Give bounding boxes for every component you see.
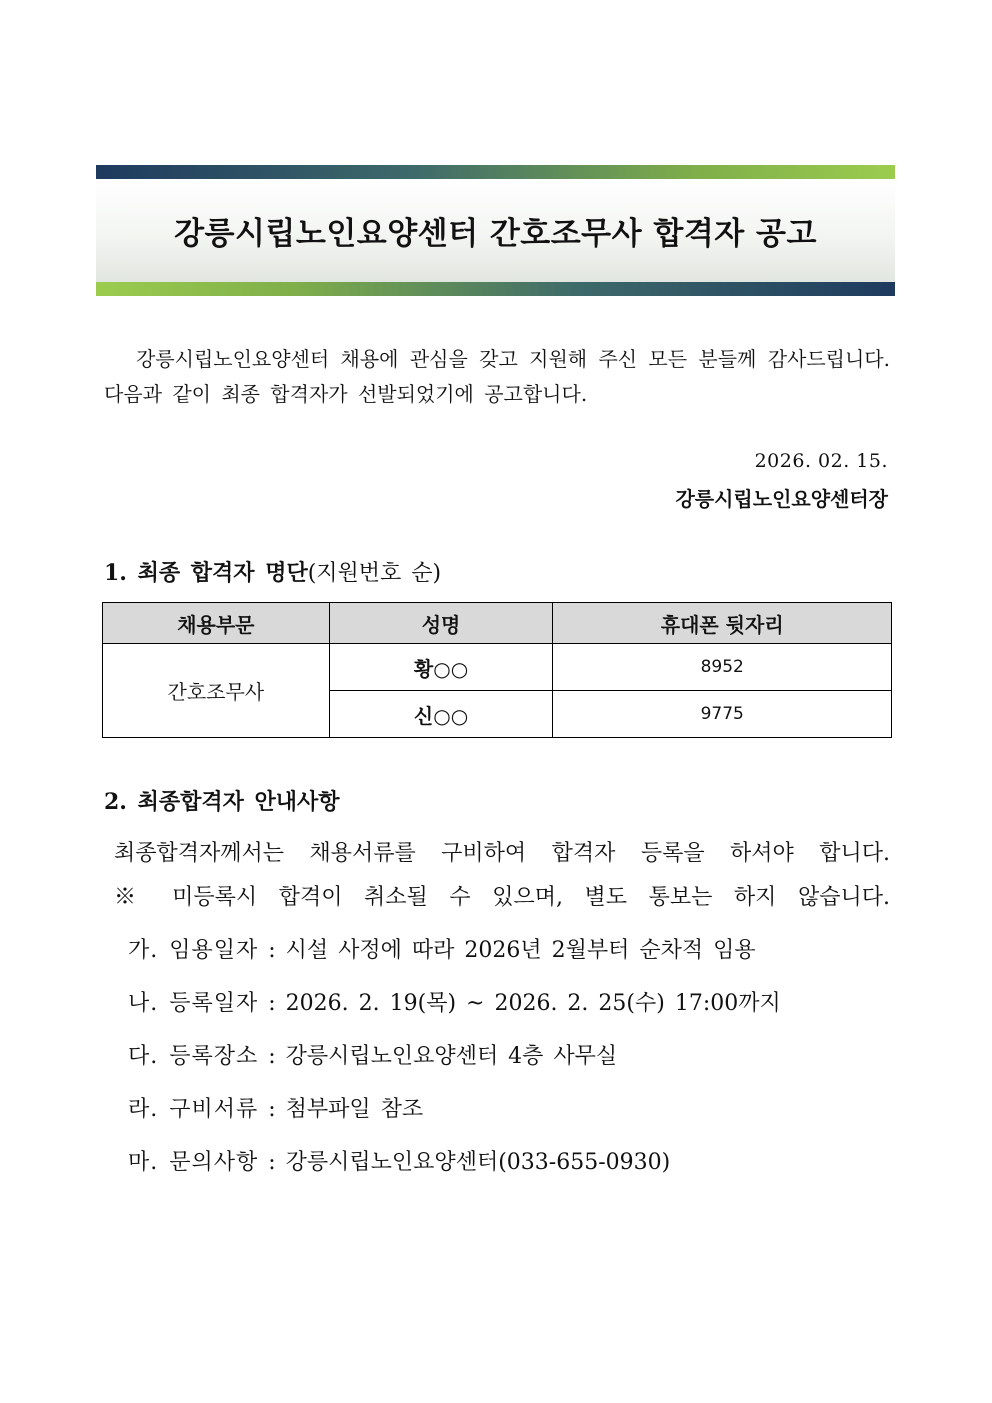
category-cell: 간호조무사 [103,644,330,738]
notice-date: 2026. 02. 15. [754,450,888,472]
title-banner [96,165,895,296]
name-cell: 황○○ [329,644,553,691]
registration-notice: 최종합격자께서는 채용서류를 구비하여 합격자 등록을 하셔야 합니다. [114,841,890,866]
header-name: 성명 [329,603,553,644]
info-item-separator: : [268,991,276,1016]
banner-bottom-gradient-bar [96,282,895,296]
info-item-label: 나. 등록일자 [128,991,259,1016]
header-phone: 휴대폰 뒷자리 [553,603,892,644]
results-table [102,602,892,738]
page-title: 강릉시립노인요양센터 간호조무사 합격자 공고 [174,216,817,252]
info-item-registration-place [128,1039,617,1070]
section-1-heading [104,556,441,587]
info-item-separator: : [268,1097,276,1122]
phone-cell: 8952 [553,644,892,691]
info-item-appointment-date [128,933,756,964]
table-row [103,644,892,691]
banner-panel [96,179,895,282]
info-item-registration-date [128,986,781,1017]
header-category: 채용부문 [103,603,330,644]
info-item-value: 강릉시립노인요양센터(033-655-0930) [285,1150,671,1175]
info-item-separator: : [268,1150,276,1175]
info-item-required-documents [128,1092,423,1123]
info-item-value: 첨부파일 참조 [285,1097,424,1122]
info-item-inquiries [128,1145,670,1176]
info-item-value: 강릉시립노인요양센터 4층 사무실 [285,1044,618,1069]
phone-cell: 9775 [553,691,892,738]
info-item-separator: : [268,938,276,963]
info-item-label: 가. 임용일자 [128,938,259,963]
info-item-value: 시설 사정에 따라 2026년 2월부터 순차적 임용 [285,938,756,963]
intro-paragraph: 강릉시립노인요양센터 채용에 관심을 갖고 지원해 주신 모든 분들께 감사드립니다. 다음과 같이 최종 합격자가 선발되었기에 공고합니다. [104,347,890,406]
cancellation-warning: ※ 미등록시 합격이 취소될 수 있으며, 별도 통보는 하지 않습니다. [114,885,890,910]
name-cell: 신○○ [329,691,553,738]
info-item-value: 2026. 2. 19(목) ~ 2026. 2. 25(수) 17:00까지 [285,991,781,1016]
info-item-label: 라. 구비서류 [128,1097,259,1122]
table-header-row [103,603,892,644]
section-1-heading-main: 1. 최종 합격자 명단 [104,560,308,586]
section-1-heading-note: (지원번호 순) [307,561,442,586]
signer: 강릉시립노인요양센터장 [675,487,888,511]
info-item-label: 다. 등록장소 [128,1044,259,1069]
banner-top-gradient-bar [96,165,895,179]
info-item-separator: : [268,1044,276,1069]
section-2-heading: 2. 최종합격자 안내사항 [104,789,340,815]
info-item-label: 마. 문의사항 [128,1150,259,1175]
